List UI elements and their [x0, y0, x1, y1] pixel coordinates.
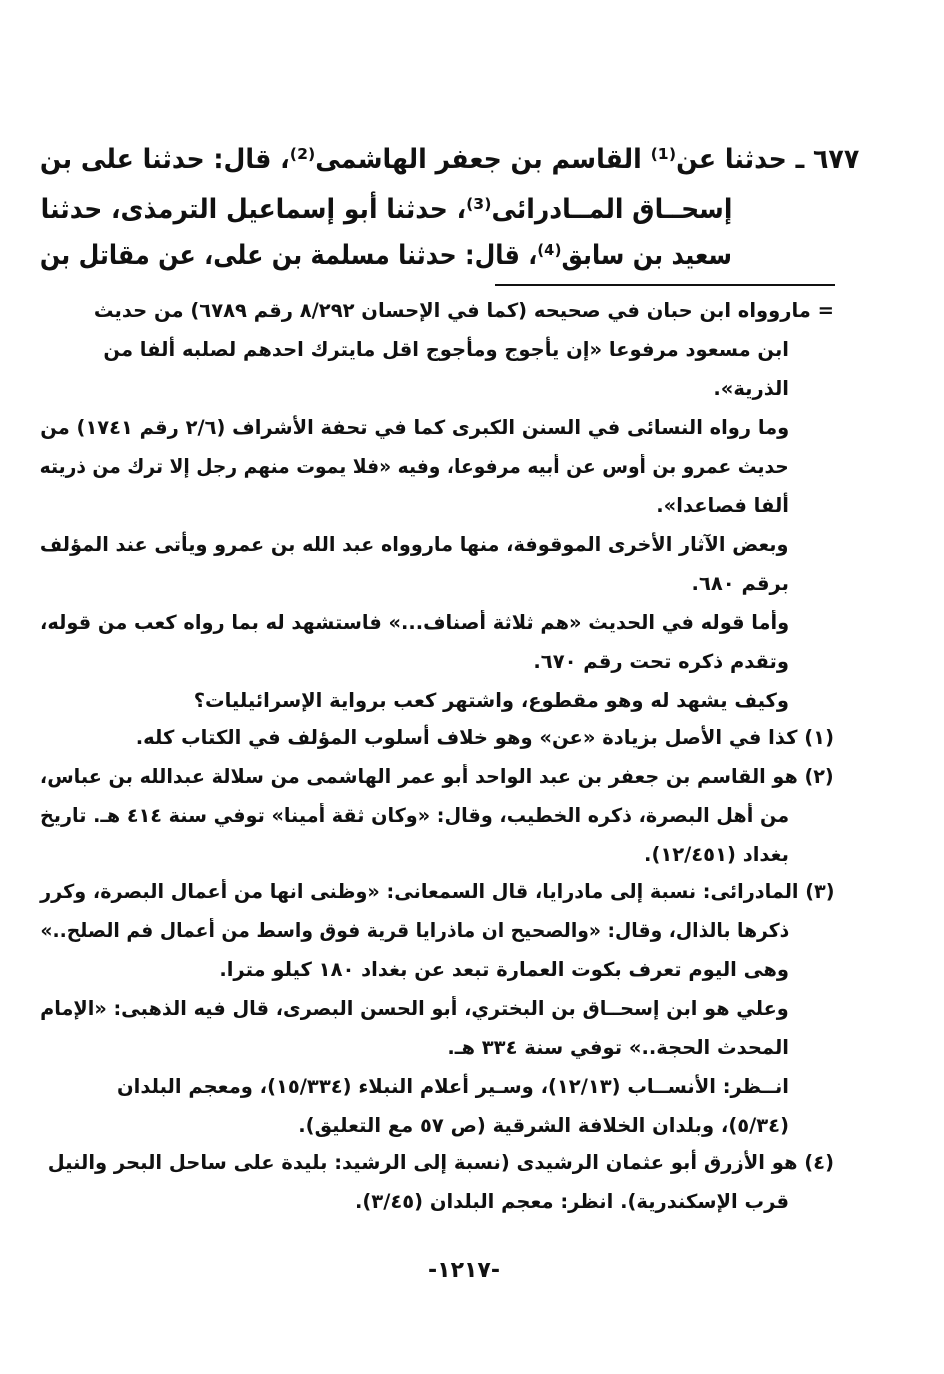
footnote-line: وتقدم ذكره تحت رقم ٦٧٠. — [533, 650, 789, 673]
footnote-line: وأما قوله في الحديث «هم ثلاثة أصناف...» فاستشهد له بما رواه كعب من قوله، — [39, 611, 789, 634]
footnote-line: وبعض الآثار الأخرى الموقوفة، منها ماروواه عبد الله بن عمرو ويأتى عند المؤلف — [40, 533, 789, 556]
footnote-line: وما رواه النسائى في السنن الكبرى كما في تحفة الأشراف (٢/٦ رقم ١٧٤١) من — [39, 416, 790, 439]
footnote-line: ألفا فصاعدا». — [656, 494, 789, 517]
footnote-line: انــظر: الأنســاب (١٢/١٣)، وسـير أعلام النبلاء (١٥/٣٣٤)، ومعجم البلدان — [117, 1075, 789, 1098]
main-text-line: ٦٧٧ ـ حدثنا عن⁽¹⁾ القاسم بن جعفر الهاشمى⁽²⁾، قال: حدثنا على بن — [39, 144, 859, 175]
footnote-line: ذكرها بالذال، وقال: «والصحيح ان ماذرايا قرية فوق واسط من أعمال فم الصلح..» — [40, 919, 789, 942]
footnote-line: وعلي هو ابن إسحــاق بن البختري، أبو الحسن البصرى، قال فيه الذهبى: «الإمام — [40, 997, 789, 1020]
footnote-line: (٤) هو الأزرق أبو عثمان الرشيدى (نسبة إلى الرشيد: بليدة على ساحل البحر والنيل — [47, 1151, 834, 1174]
page-number: -١٢١٧- — [428, 1258, 500, 1283]
footnote-line: (٢) هو القاسم بن جعفر بن عبد الواحد أبو عمر الهاشمى من سلالة عبدالله بن عباس، — [40, 765, 834, 788]
footnote-line: بغداد (١٢/٤٥١). — [644, 843, 789, 866]
footnote-line: (١) كذا في الأصل بزيادة «عن» وهو خلاف أسلوب المؤلف في الكتاب كله. — [135, 726, 834, 749]
footnote-line: وهى اليوم تعرف بكوت العمارة تبعد عن بغداد ١٨٠ كيلو مترا. — [219, 958, 789, 981]
footnote-line: = ماروواه ابن حبان في صحيحه (كما في الإحسان ٨/٢٩٢ رقم ٦٧٨٩) من حديث — [93, 299, 834, 322]
footnote-line: المحدث الحجة..» توفي سنة ٣٣٤ هـ. — [447, 1036, 789, 1059]
footnote-line: من أهل البصرة، ذكره الخطيب، وقال: «وكان ثقة أمينا» توفي سنة ٤١٤ هـ. تاريخ — [39, 804, 789, 827]
main-text-line: إسحــاق المــادرائى⁽³⁾، حدثنا أبو إسماعيل الترمذى، حدثنا — [40, 194, 732, 225]
footnote-line: (٥/٣٤)، وبلدان الخلافة الشرقية (ص ٥٧ مع التعليق). — [298, 1114, 789, 1137]
main-text-line: سعيد بن سابق⁽⁴⁾، قال: حدثنا مسلمة بن على، عن مقاتل بن — [39, 240, 732, 271]
footnote-line: وكيف يشهد له وهو مقطوع، واشتهر كعب برواية الإسرائيليات؟ — [193, 689, 789, 712]
footnote-separator — [495, 284, 835, 286]
footnote-line: ابن مسعود مرفوعا «إن يأجوج ومأجوج اقل مايترك احدهم لصلبه ألفا من — [103, 338, 789, 361]
footnote-line: حديث عمرو بن أوس عن أبيه مرفوعا، وفيه «فلا يموت منهم رجل إلا ترك من ذريته — [39, 455, 789, 478]
footnote-line: الذرية». — [713, 377, 789, 400]
footnote-line: (٣) المادرائى: نسبة إلى مادرايا، قال السمعانى: «وظنى انها من أعمال البصرة، وكرر — [39, 880, 834, 903]
footnote-line: برقم ٦٨٠. — [691, 572, 789, 595]
footnote-line: قرب الإسكندرية). انظر: معجم البلدان (٣/٤٥). — [354, 1190, 789, 1213]
